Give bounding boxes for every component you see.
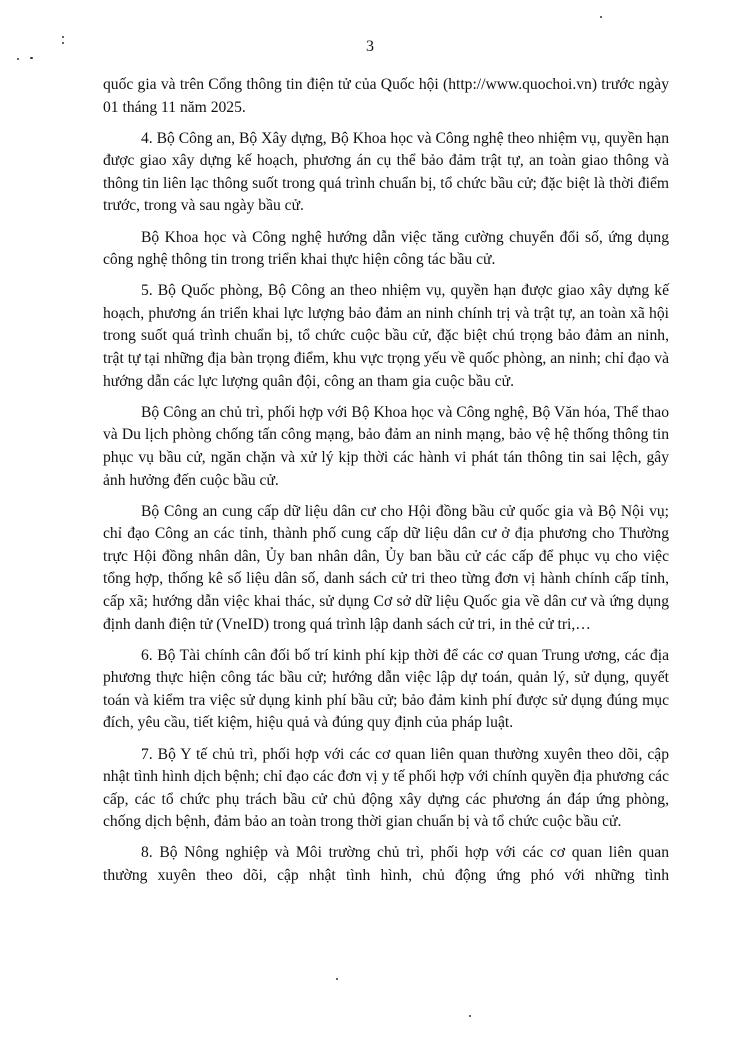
document-body	[103, 74, 669, 896]
scan-speck	[469, 1015, 471, 1017]
paragraph-item-7: 7. Bộ Y tế chủ trì, phối hợp với các cơ quan liên quan thường xuyên theo dõi, cập nhật tình hình dịch bệnh; chỉ đạo các đơn vị y tế phối hợp với chính quyền địa phương các cấp, các tổ chức phụ trách bầu cử chủ động xây dựng các phương án đáp ứng phòng, chống dịch bệnh, đảm bảo an toàn trong thời gian chuẩn bị và tổ chức cuộc bầu cử.	[103, 745, 669, 831]
scan-speck	[62, 36, 64, 38]
paragraph-public-security-cyber: Bộ Công an chủ trì, phối hợp với Bộ Khoa học và Công nghệ, Bộ Văn hóa, Thể thao và Du lịch phòng chống tấn công mạng, bảo đảm an ninh mạng, bảo vệ hệ thống thông tin phục vụ bầu cử, ngăn chặn và xử lý kịp thời các hành vi phát tán thông tin sai lệch, gây ảnh hưởng đến cuộc bầu cử.	[103, 403, 669, 489]
page-number: 3	[366, 38, 374, 55]
scan-speck	[17, 58, 19, 60]
scan-speck	[30, 57, 33, 59]
paragraph-item-4: 4. Bộ Công an, Bộ Xây dựng, Bộ Khoa học và Công nghệ theo nhiệm vụ, quyền hạn được giao xây dựng kế hoạch, phương án cụ thể bảo đảm trật tự, an toàn giao thông và thông tin liên lạc thông suốt trong quá trình chuẩn bị, tổ chức bầu cử; đặc biệt là thời điểm trước, trong và sau ngày bầu cử.	[103, 129, 669, 215]
scan-speck	[600, 16, 602, 18]
paragraph-item-6: 6. Bộ Tài chính cân đối bố trí kinh phí kịp thời để các cơ quan Trung ương, các địa phương thực hiện công tác bầu cử; hướng dẫn việc lập dự toán, quản lý, sử dụng, quyết toán và kiểm tra việc sử dụng kinh phí bầu cử; bảo đảm kinh phí được sử dụng đúng mục đích, yêu cầu, tiết kiệm, hiệu quả và đúng quy định của pháp luật.	[103, 646, 669, 732]
paragraph-continuation: quốc gia và trên Cổng thông tin điện tử của Quốc hội (http://www.quochoi.vn) trước ngày 01 tháng 11 năm 2025.	[103, 76, 669, 116]
paragraph-public-security-data: Bộ Công an cung cấp dữ liệu dân cư cho Hội đồng bầu cử quốc gia và Bộ Nội vụ; chỉ đạo Công an các tỉnh, thành phố cung cấp dữ liệu dân cư ở địa phương cho Thường trực Hội đồng nhân dân, Ủy ban nhân dân, Ủy ban bầu cử các cấp để phục vụ cho việc tổng hợp, thống kê số liệu dân số, danh sách cử tri theo từng đơn vị hành chính cấp tỉnh, cấp xã; hướng dẫn việc khai thác, sử dụng Cơ sở dữ liệu Quốc gia về dân cư và ứng dụng định danh điện tử (VneID) trong quá trình lập danh sách cử tri, in thẻ cử tri,…	[103, 502, 669, 633]
scan-speck	[62, 42, 64, 44]
paragraph-item-5: 5. Bộ Quốc phòng, Bộ Công an theo nhiệm vụ, quyền hạn được giao xây dựng kế hoạch, phương án triển khai lực lượng bảo đảm an ninh chính trị và trật tự, an toàn xã hội trong suốt quá trình chuẩn bị, tổ chức cuộc bầu cử, đặc biệt chú trọng bảo đảm an ninh, trật tự tại những địa bàn trọng điểm, khu vực trọng yếu về quốc phòng, an ninh; chỉ đạo và hướng dẫn các lực lượng quân đội, công an tham gia cuộc bầu cử.	[103, 282, 669, 390]
paragraph-science-tech: Bộ Khoa học và Công nghệ hướng dẫn việc tăng cường chuyển đổi số, ứng dụng công nghệ thông tin trong triển khai thực hiện công tác bầu cử.	[103, 228, 669, 269]
paragraph-item-8: 8. Bộ Nông nghiệp và Môi trường chủ trì, phối hợp với các cơ quan liên quan thường xuyên theo dõi, cập nhật tình hình, chủ động ứng phó với những tình	[103, 844, 669, 884]
scan-speck	[336, 978, 338, 980]
